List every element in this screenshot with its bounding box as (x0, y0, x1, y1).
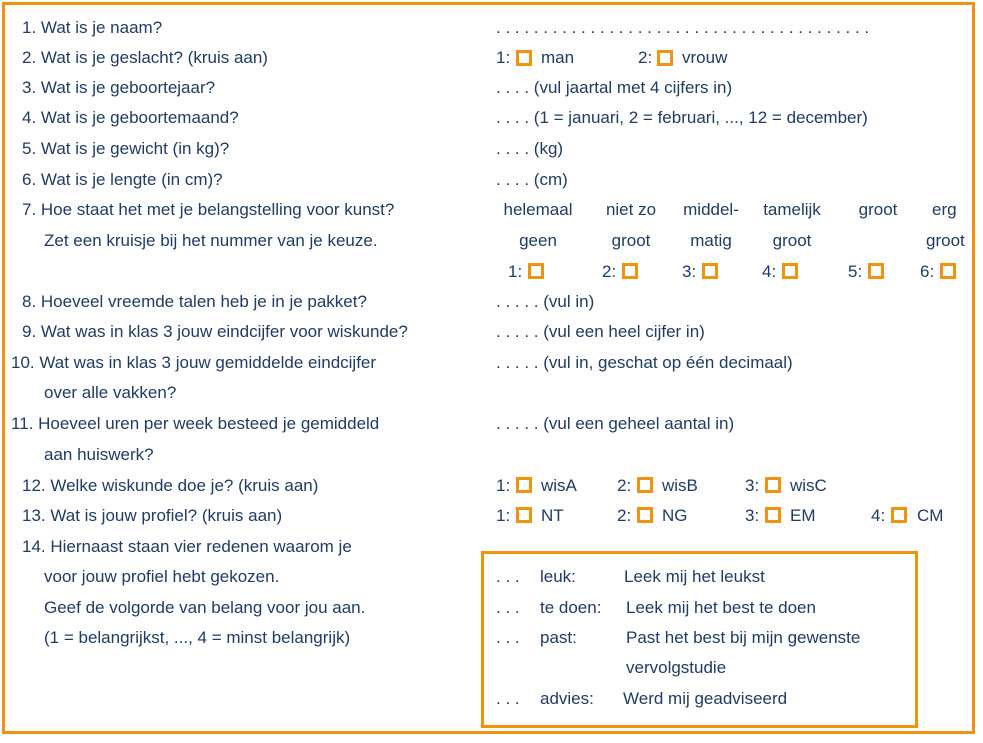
reason-key: past: (540, 628, 577, 647)
scale-label-top: tamelijk (763, 200, 821, 219)
languages-answer[interactable]: . . . . . (vul in) (496, 292, 595, 311)
reason-rank-field[interactable]: . . . (496, 567, 520, 586)
scale-label-top: middel- (683, 200, 739, 219)
birthyear-answer[interactable]: . . . . (vul jaartal met 4 cijfers in) (496, 78, 733, 97)
question-11-continued: aan huiswerk? (44, 445, 154, 464)
checkbox-CM[interactable] (891, 507, 907, 523)
question-11: 11. Hoeveel uren per week besteed je gemiddeld (11, 414, 380, 433)
option-number: 3: (682, 262, 697, 281)
checkbox-wisC[interactable] (765, 477, 781, 493)
checkbox-scale-4[interactable] (782, 263, 798, 279)
question-9: 9. Wat was in klas 3 jouw eindcijfer voor wiskunde? (22, 322, 408, 341)
option-number: 2: (617, 476, 632, 495)
reason-key: advies: (540, 689, 594, 708)
option-number: 1: (496, 506, 511, 525)
scale-label-top: groot (858, 200, 898, 219)
scale-label-top: erg (932, 200, 957, 219)
option-label: vrouw (682, 48, 728, 67)
checkbox-NT[interactable] (516, 507, 532, 523)
option-number: 2: (617, 506, 632, 525)
checkbox-scale-1[interactable] (528, 263, 544, 279)
question-12: 12. Welke wiskunde doe je? (kruis aan) (22, 476, 319, 495)
option-number: 6: (920, 262, 935, 281)
reason-rank-field[interactable]: . . . (496, 628, 520, 647)
option-label: man (541, 48, 575, 67)
checkbox-NG[interactable] (637, 507, 653, 523)
homework-hours-answer[interactable]: . . . . . (vul een geheel aantal in) (496, 414, 735, 433)
scale-label-top: niet zo (605, 200, 657, 219)
option-number: 1: (496, 48, 511, 67)
option-number: 3: (745, 506, 760, 525)
question-14-line: Geef de volgorde van belang voor jou aan. (44, 598, 366, 617)
scale-label-bottom: groot (926, 231, 965, 250)
question-14: 14. Hiernaast staan vier redenen waarom je (22, 537, 352, 556)
scale-label-bottom: matig (690, 231, 732, 250)
question-14-line: voor jouw profiel hebt gekozen. (44, 567, 280, 586)
reason-key: leuk: (540, 567, 576, 586)
checkbox-scale-2[interactable] (622, 263, 638, 279)
reason-description: Past het best bij mijn gewenste (626, 628, 861, 647)
option-number: 5: (848, 262, 863, 281)
question-13: 13. Wat is jouw profiel? (kruis aan) (22, 506, 283, 525)
question-7-instruction: Zet een kruisje bij het nummer van je keuze. (44, 231, 378, 250)
option-label: NG (662, 506, 688, 525)
option-label: wisC (790, 476, 827, 495)
option-number: 4: (871, 506, 886, 525)
option-label: wisB (662, 476, 698, 495)
option-label: wisA (541, 476, 577, 495)
question-7: 7. Hoe staat het met je belangstelling voor kunst? (22, 200, 395, 219)
checkbox-wisA[interactable] (516, 477, 532, 493)
option-number: 1: (508, 262, 523, 281)
length-answer[interactable]: . . . . (cm) (496, 170, 568, 189)
question-8: 8. Hoeveel vreemde talen heb je in je pakket? (22, 292, 367, 311)
reason-description: Leek mij het best te doen (626, 598, 816, 617)
reason-rank-field[interactable]: . . . (496, 689, 520, 708)
reason-rank-field[interactable]: . . . (496, 598, 520, 617)
option-number: 2: (602, 262, 617, 281)
name-answer-field[interactable]: . . . . . . . . . . . . . . . . . . . . . . . . . . . . . . . . . . . . . . . . (496, 18, 870, 37)
scale-label-bottom: geen (519, 231, 557, 250)
question-10-continued: over alle vakken? (44, 383, 177, 402)
reason-description-continued: vervolgstudie (626, 658, 727, 677)
option-label: NT (541, 506, 564, 525)
option-label: EM (790, 506, 816, 525)
option-number: 4: (762, 262, 777, 281)
checkbox-vrouw[interactable] (657, 50, 673, 66)
math-grade-answer[interactable]: . . . . . (vul een heel cijfer in) (496, 322, 705, 341)
scale-label-top: helemaal (503, 200, 573, 219)
question-1: 1. Wat is je naam? (22, 18, 163, 37)
reason-key: te doen: (540, 598, 602, 617)
question-3: 3. Wat is je geboortejaar? (22, 78, 216, 97)
question-4: 4. Wat is je geboortemaand? (22, 108, 239, 127)
question-14-line: (1 = belangrijkst, ..., 4 = minst belangrijk) (44, 628, 351, 647)
reason-description: Leek mij het leukst (624, 567, 765, 586)
question-2: 2. Wat is je geslacht? (kruis aan) (22, 48, 268, 67)
checkbox-scale-3[interactable] (702, 263, 718, 279)
birthmonth-answer[interactable]: . . . . (1 = januari, 2 = februari, ..., 12 = december) (496, 108, 868, 127)
question-10: 10. Wat was in klas 3 jouw gemiddelde eindcijfer (11, 353, 377, 372)
question-5: 5. Wat is je gewicht (in kg)? (22, 139, 230, 158)
checkbox-EM[interactable] (765, 507, 781, 523)
question-6: 6. Wat is je lengte (in cm)? (22, 170, 223, 189)
average-grade-answer[interactable]: . . . . . (vul in, geschat op één decimaal) (496, 353, 793, 372)
checkbox-scale-6[interactable] (940, 263, 956, 279)
option-number: 2: (638, 48, 653, 67)
scale-label-bottom: groot (772, 231, 812, 250)
checkbox-scale-5[interactable] (868, 263, 884, 279)
option-number: 3: (745, 476, 760, 495)
checkbox-man[interactable] (516, 50, 532, 66)
checkbox-wisB[interactable] (637, 477, 653, 493)
reason-description: Werd mij geadviseerd (623, 689, 788, 708)
scale-label-bottom: groot (611, 231, 651, 250)
option-label: CM (917, 506, 944, 525)
option-number: 1: (496, 476, 511, 495)
weight-answer[interactable]: . . . . (kg) (496, 139, 564, 158)
